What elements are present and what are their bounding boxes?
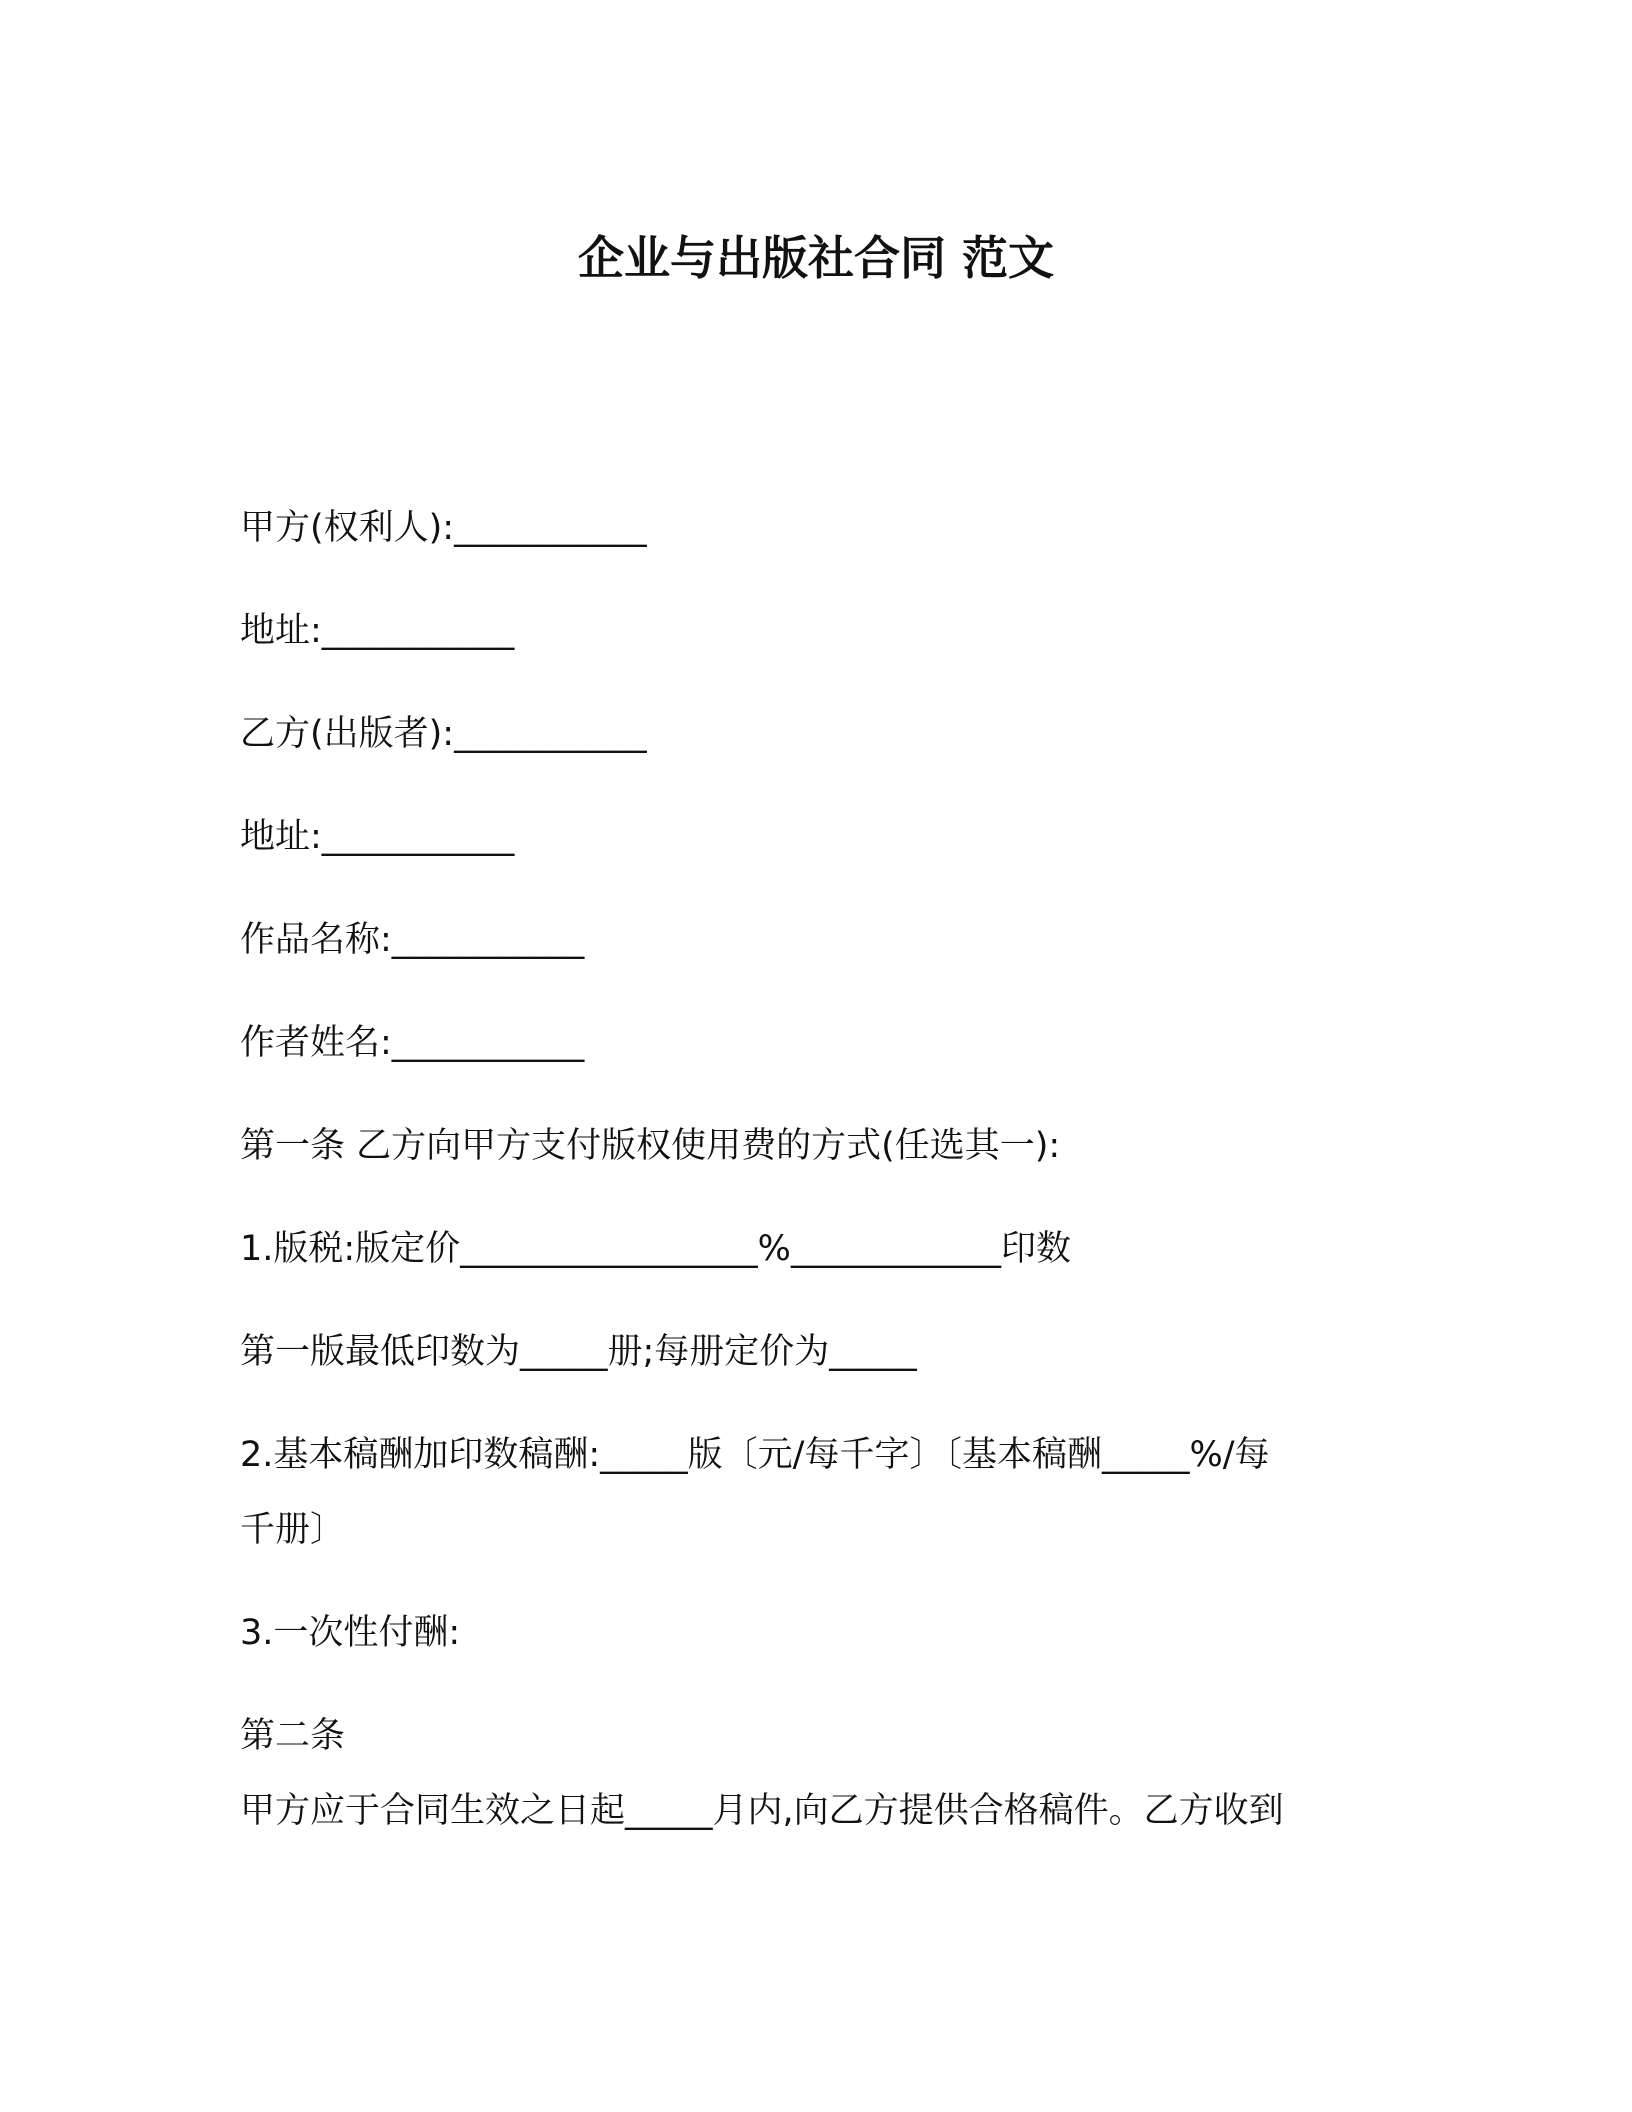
- article-1-heading: 第一条 乙方向甲方支付版权使用费的方式(任选其一):: [240, 1126, 1061, 1166]
- author-name-line: 作者姓名:___________: [240, 1023, 585, 1063]
- royalty-option-line: 1.版税:版定价_________________%____________印数: [240, 1229, 1071, 1269]
- lump-sum-option-line: 3.一次性付酬:: [240, 1613, 461, 1653]
- base-fee-option-line: 2.基本稿酬加印数稿酬:_____版〔元/每千字〕〔基本稿酬_____%/每: [240, 1435, 1270, 1475]
- party-b-address-line: 地址:___________: [240, 817, 515, 857]
- article-2-text-line: 甲方应于合同生效之日起_____月内,向乙方提供合格稿件。乙方收到: [240, 1791, 1284, 1831]
- document-title: 企业与出版社合同 范文: [577, 231, 1054, 285]
- party-a-address-line: 地址:___________: [240, 611, 515, 651]
- work-title-line: 作品名称:___________: [240, 920, 585, 960]
- first-edition-line: 第一版最低印数为_____册;每册定价为_____: [240, 1332, 917, 1372]
- party-a-line: 甲方(权利人):___________: [240, 508, 647, 548]
- article-2-heading: 第二条: [240, 1716, 346, 1756]
- party-b-line: 乙方(出版者):___________: [240, 714, 647, 754]
- base-fee-option-continued: 千册〕: [240, 1510, 346, 1550]
